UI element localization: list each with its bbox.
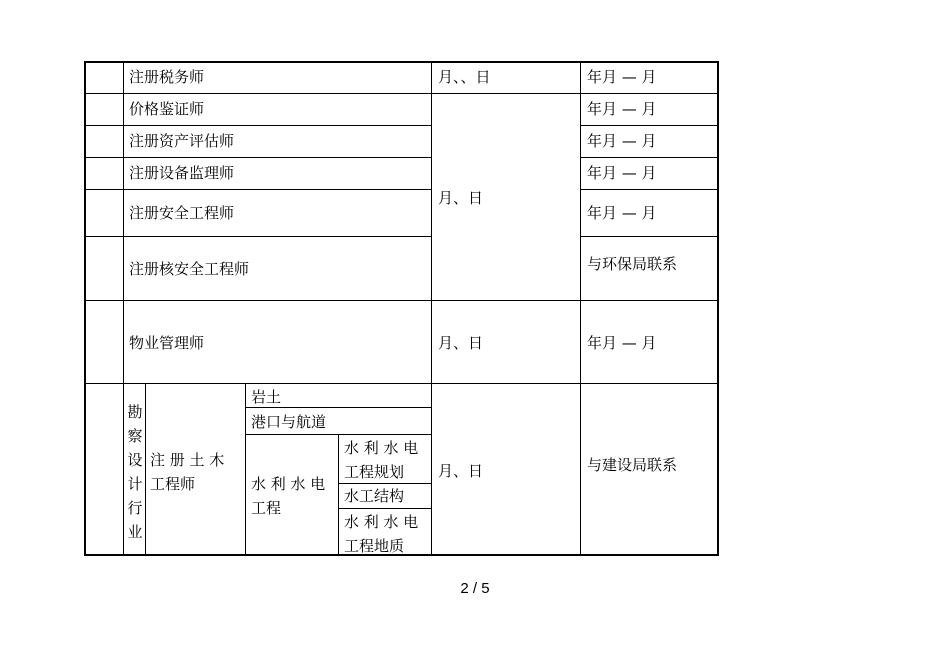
row-line xyxy=(84,157,432,158)
signup-period: 年月 — 月 xyxy=(587,164,657,182)
row-line xyxy=(84,236,432,237)
row-line xyxy=(84,93,719,94)
page-number: 2 / 5 xyxy=(460,580,490,597)
sub-hydro-struct: 水工结构 xyxy=(344,487,405,505)
signup-period: 年月 — 月 xyxy=(587,132,657,150)
cert-name: 注册税务师 xyxy=(129,68,205,86)
row-line xyxy=(84,300,719,301)
table-border-top xyxy=(84,61,719,63)
sub-hydro-geo: 水 利 水 电 工程地质 xyxy=(344,513,419,555)
cert-name: 注册核安全工程师 xyxy=(129,260,250,278)
row-line xyxy=(580,125,719,126)
col-line xyxy=(431,61,432,556)
specialty-geotech: 岩土 xyxy=(251,388,282,406)
cert-name: 物业管理师 xyxy=(129,334,205,352)
row-line xyxy=(84,383,719,384)
table-border-left xyxy=(84,61,86,556)
signup-period: 年月 — 月 xyxy=(587,334,657,352)
industry-label: 勘察设计行业 xyxy=(127,403,143,541)
cert-name: 注册设备监理师 xyxy=(129,164,235,182)
row-line xyxy=(338,508,431,509)
specialty-hydro: 水 利 水 电 工程 xyxy=(251,475,326,517)
specialty-port: 港口与航道 xyxy=(251,413,327,431)
col-line xyxy=(123,61,124,556)
signup-period: 与建设局联系 xyxy=(587,456,678,474)
row-line xyxy=(580,189,719,190)
row-line xyxy=(84,189,432,190)
row-line xyxy=(84,125,432,126)
col-line xyxy=(245,383,246,556)
exam-date: 月、日 xyxy=(438,462,484,480)
cert-name: 注册安全工程师 xyxy=(129,204,235,222)
exam-date: 月、、日 xyxy=(438,68,491,86)
row-line xyxy=(580,236,719,237)
signup-period: 年月 — 月 xyxy=(587,68,657,86)
signup-period: 年月 — 月 xyxy=(587,100,657,118)
col-line xyxy=(145,383,146,556)
exam-date: 月、日 xyxy=(438,189,484,207)
signup-period: 年月 — 月 xyxy=(587,204,657,222)
exam-date: 月、日 xyxy=(438,334,484,352)
row-line xyxy=(580,157,719,158)
row-line xyxy=(245,407,431,408)
cert-name: 价格鉴证师 xyxy=(129,100,205,118)
civil-engineer-label: 注 册 土 木 工程师 xyxy=(150,451,225,493)
sub-hydro-plan: 水 利 水 电 工程规划 xyxy=(344,439,419,481)
col-line xyxy=(580,61,581,556)
signup-period: 与环保局联系 xyxy=(587,255,678,273)
table-border-right xyxy=(717,61,719,556)
col-line xyxy=(338,434,339,556)
cert-name: 注册资产评估师 xyxy=(129,132,235,150)
